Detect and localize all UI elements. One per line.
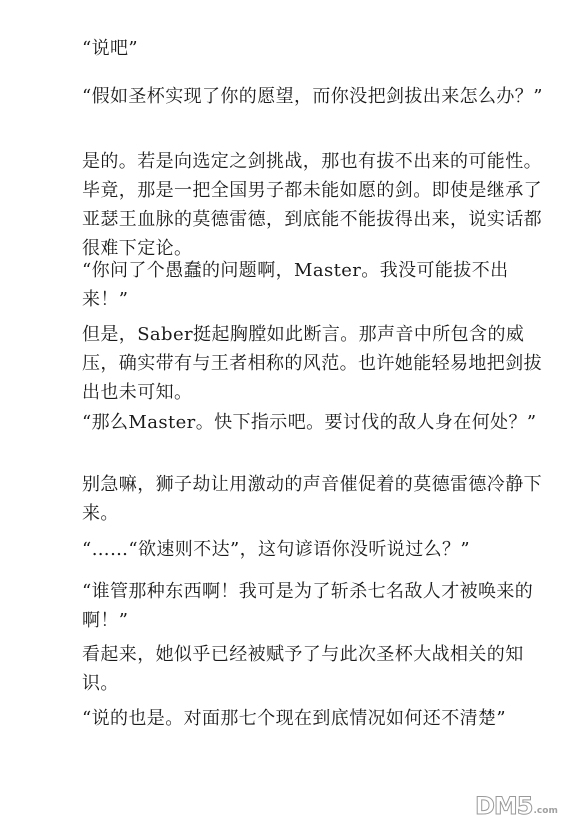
paragraph: 但是，Saber挺起胸膛如此断言。那声音中所包含的威压，确实带有与王者相称的风范。也许她能轻易地把剑拔出也未可知。 (82, 324, 542, 403)
watermark-main: DM5 (475, 792, 533, 820)
paragraph: “……“欲速则不达”，这句谚语你没听说过么？” (82, 539, 471, 560)
paragraph: 是的。若是向选定之剑挑战，那也有拔不出来的可能性。毕竟，那是一把全国男子都未能如愿的剑。即使是继承了亚瑟王血脉的莫德雷德，到底能不能拔得出来，说实话都很难下定论。 (82, 151, 542, 259)
paragraph: “那么Master。快下指示吧。要讨伐的敌人身在何处？” (82, 412, 537, 433)
watermark-sub: .com (533, 806, 558, 816)
paragraph: “你问了个愚蠢的问题啊，Master。我没可能拔不出来！” (82, 260, 509, 310)
watermark-logo (475, 792, 571, 818)
paragraph: 别急嘛，狮子劫让用激动的声音催促着的莫德雷德冷静下来。 (82, 474, 542, 524)
paragraph: “假如圣杯实现了你的愿望，而你没把剑拔出来怎么办？” (82, 86, 543, 107)
paragraph: “说吧” (82, 38, 139, 59)
paragraph: 看起来，她似乎已经被赋予了与此次圣杯大战相关的知识。 (82, 644, 524, 694)
paragraph: “说的也是。对面那七个现在到底情况如何还不清楚” (82, 708, 507, 729)
paragraph: “谁管那种东西啊！我可是为了斩杀七名敌人才被唤来的啊！” (82, 581, 534, 631)
